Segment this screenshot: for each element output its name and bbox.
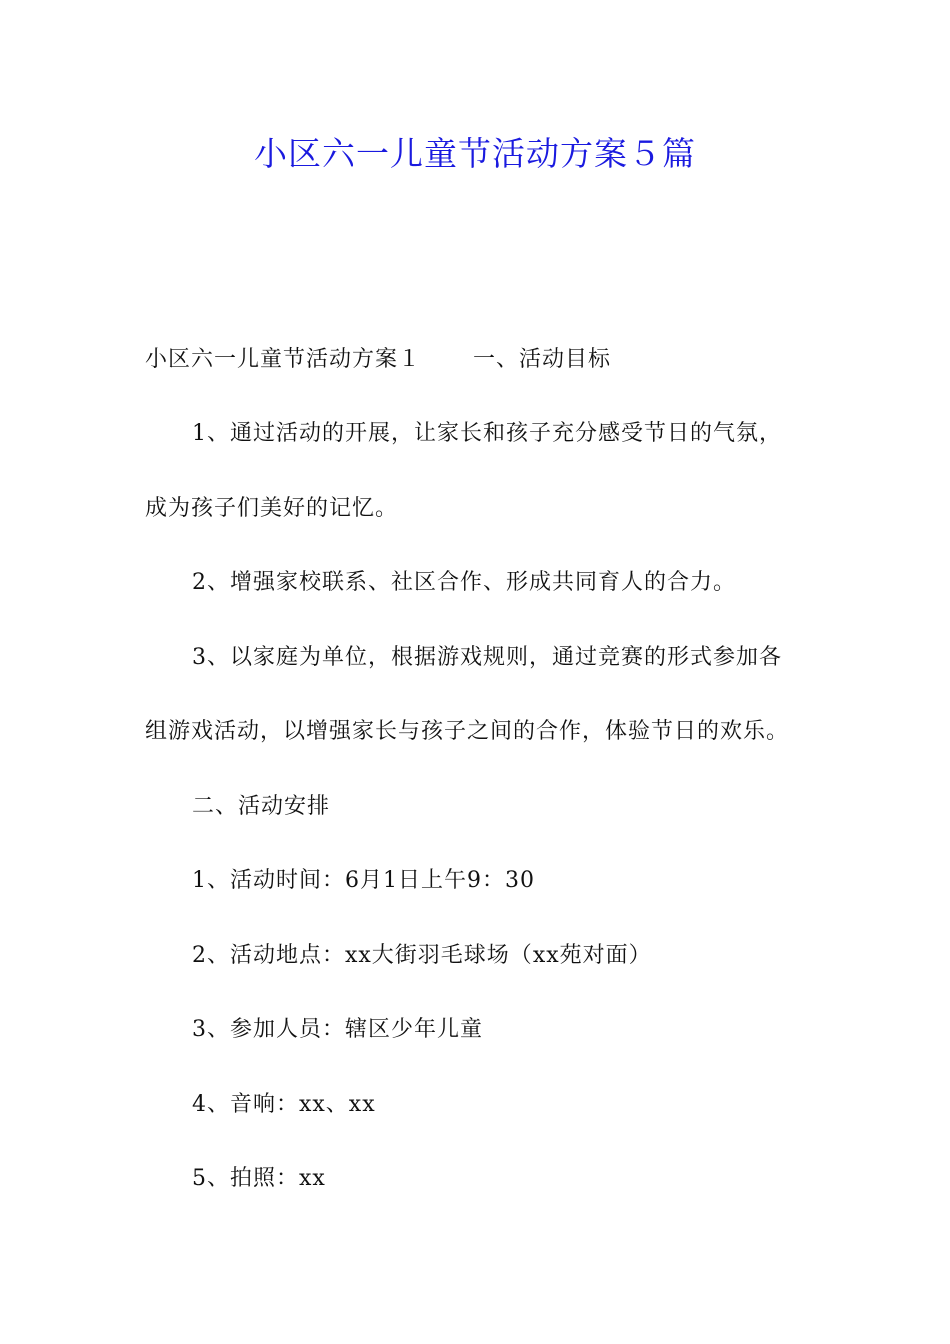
goal-item-3-continued: 组游戏活动，以增强家长与孩子之间的合作，体验节日的欢乐。 [145,719,790,744]
arrangement-location: 2、活动地点：xx大街羽毛球场（xx苑对面） [192,943,652,968]
arrangement-audio: 4、音响：xx、xx [192,1092,376,1117]
document-title: 小区六一儿童节活动方案５篇 [254,134,696,173]
section-heading-goals: 一、活动目标 [473,347,612,372]
goal-item-3: 3、以家庭为单位，根据游戏规则，通过竞赛的形式参加各 [192,645,782,670]
arrangement-time: 1、活动时间：6月1日上午9：30 [192,868,535,893]
arrangement-photography: 5、拍照：xx [192,1166,326,1191]
section-heading-arrangement: 二、活动安排 [192,794,331,819]
plan-heading: 小区六一儿童节活动方案１ [145,347,422,372]
goal-item-2: 2、增强家校联系、社区合作、形成共同育人的合力。 [192,570,736,595]
goal-item-1-continued: 成为孩子们美好的记忆。 [145,496,399,521]
arrangement-participants: 3、参加人员：辖区少年儿童 [192,1017,483,1042]
paragraph-heading-line [145,340,611,380]
goal-item-1: 1、通过活动的开展，让家长和孩子充分感受节日的气氛， [192,421,782,446]
